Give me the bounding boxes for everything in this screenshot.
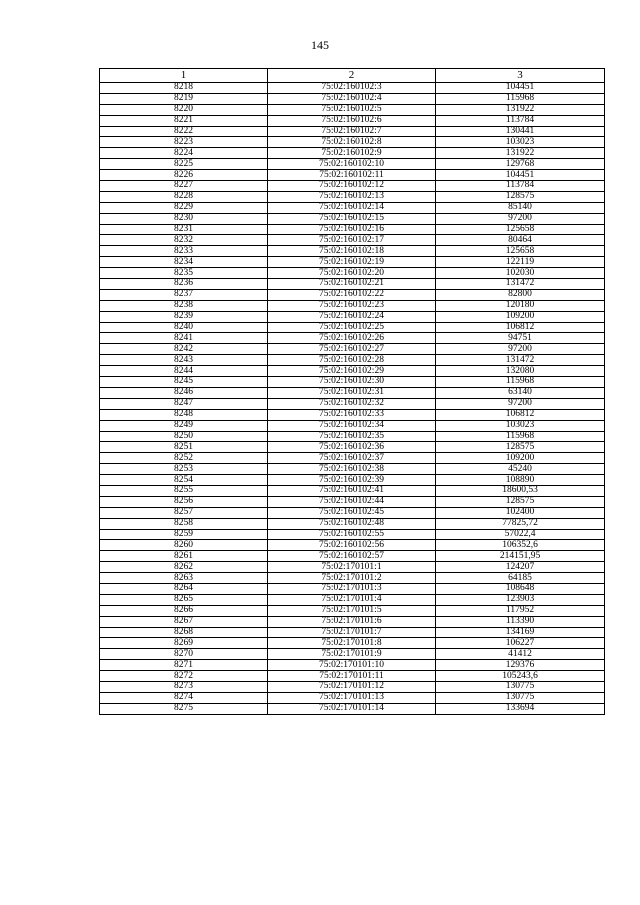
value-cell: 102400 xyxy=(436,507,605,518)
table-row xyxy=(100,148,605,159)
cadastral-number-cell: 75:02:160102:21 xyxy=(268,279,436,290)
record-number-cell: 8232 xyxy=(100,235,268,246)
record-number-cell: 8231 xyxy=(100,224,268,235)
value-cell: 57022,4 xyxy=(436,529,605,540)
value-cell: 106352,6 xyxy=(436,540,605,551)
table-row xyxy=(100,562,605,573)
value-cell: 64185 xyxy=(436,573,605,584)
record-number-cell: 8234 xyxy=(100,257,268,268)
table-row xyxy=(100,181,605,192)
table-row xyxy=(100,311,605,322)
value-cell: 129376 xyxy=(436,660,605,671)
value-cell: 131922 xyxy=(436,104,605,115)
record-number-cell: 8273 xyxy=(100,681,268,692)
value-cell: 128575 xyxy=(436,496,605,507)
cadastral-number-cell: 75:02:160102:29 xyxy=(268,366,436,377)
table-row xyxy=(100,355,605,366)
record-number-cell: 8218 xyxy=(100,83,268,94)
table-row xyxy=(100,442,605,453)
table-row xyxy=(100,322,605,333)
record-number-cell: 8235 xyxy=(100,268,268,279)
table-row xyxy=(100,671,605,682)
cadastral-number-cell: 75:02:160102:3 xyxy=(268,83,436,94)
table-row xyxy=(100,431,605,442)
record-number-cell: 8247 xyxy=(100,398,268,409)
record-number-cell: 8272 xyxy=(100,671,268,682)
cadastral-number-cell: 75:02:160102:17 xyxy=(268,235,436,246)
value-cell: 130775 xyxy=(436,692,605,703)
cadastral-number-cell: 75:02:160102:23 xyxy=(268,300,436,311)
cadastral-number-cell: 75:02:170101:10 xyxy=(268,660,436,671)
table-row xyxy=(100,475,605,486)
value-cell: 124207 xyxy=(436,562,605,573)
cadastral-number-cell: 75:02:160102:28 xyxy=(268,355,436,366)
value-cell: 105243,6 xyxy=(436,671,605,682)
table-row xyxy=(100,529,605,540)
record-number-cell: 8271 xyxy=(100,660,268,671)
table-row xyxy=(100,398,605,409)
table-row xyxy=(100,387,605,398)
record-number-cell: 8248 xyxy=(100,409,268,420)
table-row xyxy=(100,703,605,714)
value-cell: 122119 xyxy=(436,257,605,268)
cadastral-number-cell: 75:02:160102:14 xyxy=(268,202,436,213)
value-cell: 80464 xyxy=(436,235,605,246)
table-row xyxy=(100,104,605,115)
value-cell: 125658 xyxy=(436,246,605,257)
cadastral-number-cell: 75:02:160102:9 xyxy=(268,148,436,159)
record-number-cell: 8258 xyxy=(100,518,268,529)
value-cell: 115968 xyxy=(436,431,605,442)
value-cell: 103023 xyxy=(436,137,605,148)
record-number-cell: 8259 xyxy=(100,529,268,540)
cadastral-number-cell: 75:02:160102:36 xyxy=(268,442,436,453)
cadastral-number-cell: 75:02:160102:25 xyxy=(268,322,436,333)
cadastral-number-cell: 75:02:160102:26 xyxy=(268,333,436,344)
table-body xyxy=(100,83,605,715)
cadastral-number-cell: 75:02:160102:7 xyxy=(268,126,436,137)
record-number-cell: 8243 xyxy=(100,355,268,366)
record-number-cell: 8242 xyxy=(100,344,268,355)
cadastral-number-cell: 75:02:170101:14 xyxy=(268,703,436,714)
cadastral-number-cell: 75:02:160102:30 xyxy=(268,377,436,388)
record-number-cell: 8275 xyxy=(100,703,268,714)
table-row xyxy=(100,507,605,518)
value-cell: 102030 xyxy=(436,268,605,279)
column-header: 3 xyxy=(436,69,605,83)
record-number-cell: 8230 xyxy=(100,213,268,224)
table-row xyxy=(100,202,605,213)
cadastral-number-cell: 75:02:160102:22 xyxy=(268,289,436,300)
cadastral-number-cell: 75:02:160102:38 xyxy=(268,464,436,475)
cadastral-number-cell: 75:02:160102:4 xyxy=(268,93,436,104)
value-cell: 134169 xyxy=(436,627,605,638)
cadastral-number-cell: 75:02:160102:48 xyxy=(268,518,436,529)
record-number-cell: 8246 xyxy=(100,387,268,398)
record-number-cell: 8249 xyxy=(100,420,268,431)
cadastral-number-cell: 75:02:160102:5 xyxy=(268,104,436,115)
cadastral-number-cell: 75:02:160102:12 xyxy=(268,181,436,192)
cadastral-number-cell: 75:02:160102:37 xyxy=(268,453,436,464)
cadastral-number-cell: 75:02:160102:24 xyxy=(268,311,436,322)
value-cell: 129768 xyxy=(436,159,605,170)
table-row xyxy=(100,681,605,692)
table-row xyxy=(100,605,605,616)
table-row xyxy=(100,377,605,388)
record-number-cell: 8254 xyxy=(100,475,268,486)
value-cell: 77825,72 xyxy=(436,518,605,529)
record-number-cell: 8264 xyxy=(100,583,268,594)
value-cell: 94751 xyxy=(436,333,605,344)
cadastral-number-cell: 75:02:160102:32 xyxy=(268,398,436,409)
record-number-cell: 8255 xyxy=(100,485,268,496)
record-number-cell: 8267 xyxy=(100,616,268,627)
cadastral-number-cell: 75:02:160102:19 xyxy=(268,257,436,268)
value-cell: 41412 xyxy=(436,649,605,660)
record-number-cell: 8223 xyxy=(100,137,268,148)
record-number-cell: 8237 xyxy=(100,289,268,300)
table-row xyxy=(100,420,605,431)
value-cell: 104451 xyxy=(436,83,605,94)
table-row xyxy=(100,159,605,170)
record-number-cell: 8266 xyxy=(100,605,268,616)
cadastral-number-cell: 75:02:160102:8 xyxy=(268,137,436,148)
table-row xyxy=(100,409,605,420)
table-row xyxy=(100,551,605,562)
cadastral-number-cell: 75:02:160102:33 xyxy=(268,409,436,420)
value-cell: 214151,95 xyxy=(436,551,605,562)
cadastral-number-cell: 75:02:160102:20 xyxy=(268,268,436,279)
record-number-cell: 8270 xyxy=(100,649,268,660)
record-number-cell: 8222 xyxy=(100,126,268,137)
record-number-cell: 8256 xyxy=(100,496,268,507)
table-row xyxy=(100,170,605,181)
cadastral-number-cell: 75:02:160102:45 xyxy=(268,507,436,518)
cadastral-number-cell: 75:02:160102:44 xyxy=(268,496,436,507)
record-number-cell: 8227 xyxy=(100,181,268,192)
table-row xyxy=(100,366,605,377)
cadastral-number-cell: 75:02:170101:4 xyxy=(268,594,436,605)
table-row xyxy=(100,191,605,202)
value-cell: 120180 xyxy=(436,300,605,311)
value-cell: 108890 xyxy=(436,475,605,486)
table-row xyxy=(100,616,605,627)
cadastral-number-cell: 75:02:160102:27 xyxy=(268,344,436,355)
record-number-cell: 8252 xyxy=(100,453,268,464)
cadastral-number-cell: 75:02:160102:34 xyxy=(268,420,436,431)
value-cell: 113784 xyxy=(436,181,605,192)
table-row xyxy=(100,464,605,475)
cadastral-number-cell: 75:02:160102:39 xyxy=(268,475,436,486)
value-cell: 132080 xyxy=(436,366,605,377)
table-row xyxy=(100,627,605,638)
column-header: 1 xyxy=(100,69,268,83)
record-number-cell: 8263 xyxy=(100,573,268,584)
cadastral-number-cell: 75:02:170101:9 xyxy=(268,649,436,660)
table-row xyxy=(100,660,605,671)
table-row xyxy=(100,649,605,660)
cadastral-number-cell: 75:02:160102:55 xyxy=(268,529,436,540)
value-cell: 115968 xyxy=(436,93,605,104)
table-row xyxy=(100,83,605,94)
cadastral-number-cell: 75:02:160102:11 xyxy=(268,170,436,181)
data-table xyxy=(99,68,605,715)
record-number-cell: 8260 xyxy=(100,540,268,551)
record-number-cell: 8274 xyxy=(100,692,268,703)
cadastral-number-cell: 75:02:170101:6 xyxy=(268,616,436,627)
record-number-cell: 8219 xyxy=(100,93,268,104)
cadastral-number-cell: 75:02:170101:12 xyxy=(268,681,436,692)
value-cell: 115968 xyxy=(436,377,605,388)
table-row xyxy=(100,540,605,551)
value-cell: 104451 xyxy=(436,170,605,181)
value-cell: 106812 xyxy=(436,409,605,420)
header-row xyxy=(100,69,605,83)
value-cell: 131472 xyxy=(436,279,605,290)
value-cell: 131472 xyxy=(436,355,605,366)
cadastral-number-cell: 75:02:160102:16 xyxy=(268,224,436,235)
cadastral-number-cell: 75:02:160102:13 xyxy=(268,191,436,202)
record-number-cell: 8233 xyxy=(100,246,268,257)
record-number-cell: 8241 xyxy=(100,333,268,344)
table-row xyxy=(100,518,605,529)
value-cell: 109200 xyxy=(436,311,605,322)
cadastral-number-cell: 75:02:170101:1 xyxy=(268,562,436,573)
record-number-cell: 8238 xyxy=(100,300,268,311)
cadastral-number-cell: 75:02:170101:13 xyxy=(268,692,436,703)
value-cell: 63140 xyxy=(436,387,605,398)
record-number-cell: 8225 xyxy=(100,159,268,170)
table-row xyxy=(100,224,605,235)
value-cell: 97200 xyxy=(436,398,605,409)
record-number-cell: 8221 xyxy=(100,115,268,126)
table-row xyxy=(100,333,605,344)
table-row xyxy=(100,638,605,649)
value-cell: 18600,53 xyxy=(436,485,605,496)
value-cell: 130775 xyxy=(436,681,605,692)
table-row xyxy=(100,213,605,224)
record-number-cell: 8257 xyxy=(100,507,268,518)
cadastral-number-cell: 75:02:160102:35 xyxy=(268,431,436,442)
table-row xyxy=(100,583,605,594)
table-row xyxy=(100,137,605,148)
record-number-cell: 8262 xyxy=(100,562,268,573)
record-number-cell: 8228 xyxy=(100,191,268,202)
table-row xyxy=(100,289,605,300)
cadastral-number-cell: 75:02:160102:18 xyxy=(268,246,436,257)
cadastral-number-cell: 75:02:170101:8 xyxy=(268,638,436,649)
record-number-cell: 8239 xyxy=(100,311,268,322)
value-cell: 97200 xyxy=(436,213,605,224)
cadastral-number-cell: 75:02:160102:6 xyxy=(268,115,436,126)
cadastral-number-cell: 75:02:170101:7 xyxy=(268,627,436,638)
table-row xyxy=(100,692,605,703)
record-number-cell: 8251 xyxy=(100,442,268,453)
record-number-cell: 8253 xyxy=(100,464,268,475)
value-cell: 113784 xyxy=(436,115,605,126)
cadastral-number-cell: 75:02:160102:57 xyxy=(268,551,436,562)
record-number-cell: 8226 xyxy=(100,170,268,181)
value-cell: 103023 xyxy=(436,420,605,431)
cadastral-number-cell: 75:02:160102:41 xyxy=(268,485,436,496)
table-row xyxy=(100,573,605,584)
value-cell: 97200 xyxy=(436,344,605,355)
table-row xyxy=(100,279,605,290)
cadastral-number-cell: 75:02:170101:11 xyxy=(268,671,436,682)
record-number-cell: 8224 xyxy=(100,148,268,159)
value-cell: 82800 xyxy=(436,289,605,300)
record-number-cell: 8220 xyxy=(100,104,268,115)
cadastral-number-cell: 75:02:160102:31 xyxy=(268,387,436,398)
record-number-cell: 8244 xyxy=(100,366,268,377)
table-row xyxy=(100,235,605,246)
record-number-cell: 8236 xyxy=(100,279,268,290)
value-cell: 45240 xyxy=(436,464,605,475)
value-cell: 113390 xyxy=(436,616,605,627)
record-number-cell: 8240 xyxy=(100,322,268,333)
value-cell: 123903 xyxy=(436,594,605,605)
table-row xyxy=(100,93,605,104)
record-number-cell: 8261 xyxy=(100,551,268,562)
record-number-cell: 8229 xyxy=(100,202,268,213)
table-row xyxy=(100,344,605,355)
value-cell: 133694 xyxy=(436,703,605,714)
value-cell: 106812 xyxy=(436,322,605,333)
value-cell: 125658 xyxy=(436,224,605,235)
value-cell: 131922 xyxy=(436,148,605,159)
table-row xyxy=(100,126,605,137)
table-row xyxy=(100,115,605,126)
cadastral-number-cell: 75:02:170101:2 xyxy=(268,573,436,584)
value-cell: 85140 xyxy=(436,202,605,213)
record-number-cell: 8265 xyxy=(100,594,268,605)
table-row xyxy=(100,453,605,464)
cadastral-number-cell: 75:02:170101:5 xyxy=(268,605,436,616)
table-row xyxy=(100,257,605,268)
cadastral-number-cell: 75:02:160102:15 xyxy=(268,213,436,224)
value-cell: 106227 xyxy=(436,638,605,649)
record-number-cell: 8250 xyxy=(100,431,268,442)
table-row xyxy=(100,300,605,311)
record-number-cell: 8269 xyxy=(100,638,268,649)
table-row xyxy=(100,594,605,605)
table-row xyxy=(100,496,605,507)
value-cell: 130441 xyxy=(436,126,605,137)
cadastral-number-cell: 75:02:170101:3 xyxy=(268,583,436,594)
record-number-cell: 8245 xyxy=(100,377,268,388)
value-cell: 128575 xyxy=(436,442,605,453)
column-header: 2 xyxy=(268,69,436,83)
table-row xyxy=(100,268,605,279)
page-number: 145 xyxy=(311,38,329,52)
value-cell: 108648 xyxy=(436,583,605,594)
table-header xyxy=(100,69,605,83)
table-row xyxy=(100,246,605,257)
cadastral-number-cell: 75:02:160102:10 xyxy=(268,159,436,170)
value-cell: 128575 xyxy=(436,191,605,202)
record-number-cell: 8268 xyxy=(100,627,268,638)
value-cell: 117952 xyxy=(436,605,605,616)
value-cell: 109200 xyxy=(436,453,605,464)
cadastral-number-cell: 75:02:160102:56 xyxy=(268,540,436,551)
table-row xyxy=(100,485,605,496)
